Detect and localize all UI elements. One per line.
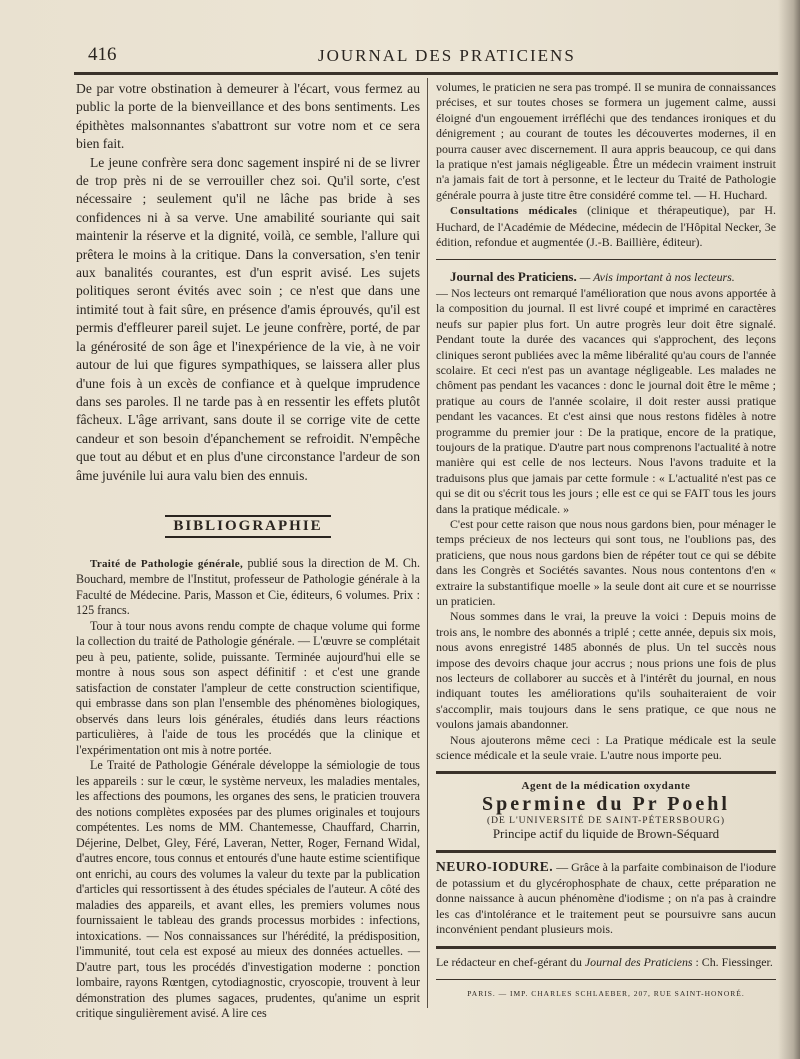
footer-rule xyxy=(436,979,776,980)
bibliographie-heading-text: BIBLIOGRAPHIE xyxy=(165,515,330,538)
page-header xyxy=(88,40,778,70)
advert-text: — Grâce à la parfaite combinaison de l'iodure de potassium et du glycérophosphate de chaux, cette préparation ne donne naissance à aucun phénomène d'iodisme ; on n'a pas à craindre les cas d'intolérance et le traitement peut se poursuivre sans aucun inconvénient pendant plusieurs mois. xyxy=(436,860,776,937)
printer-imprint: PARIS. — IMP. CHARLES SCHLAEBER, 207, RUE SAINT-HONORÉ. xyxy=(467,988,745,998)
column-divider xyxy=(427,78,428,1008)
section-rule xyxy=(436,259,776,260)
paragraph: De par votre obstination à demeurer à l'écart, vous fermez au public la porte de la bienveillance et des bons sentiments. Les épithètes malsonnantes s'abattront sur votre nom et ce sera bien fait. xyxy=(76,81,420,152)
advert-agent: Agent de la médication oxydante xyxy=(521,780,691,793)
journal-running-title: JOURNAL DES PRATICIENS xyxy=(318,46,576,65)
notice-subtitle: — Avis important à nos lecteurs. xyxy=(579,270,735,285)
editor-label: Le rédacteur en chef-gérant du xyxy=(436,954,585,969)
book-details: (clinique et thérapeutique), par H. Huchard, de l'Académie de Médecine, médecin de l'Hôpital Necker, 3e édition, refondue et augmentée (J.-B. Baillière, éditeur). xyxy=(436,203,776,250)
paragraph: Le Traité de Pathologie Générale développe la sémiologie de tous les appareils : sur le cœur, le système nerveux, les maladies mentales, les affections des poumons, les organes des sens, le praticien trouvera des notions complètes exposées par des plumes originales et toujours compétentes. Les noms de MM. Chantemesse, Chauffard, Charrin, Déjerine, Delbet, Gley, Féré, Laveran, Netter, Roger, Fernand Widal, d'autres encore, tous connus et entourés d'une haute estime scientifique ont enrichi, au cours des volumes la valeur du texte par la publication d'articles qui ressortissent à des études spéciales de l'auteur. A côté des maladies des appareils, et avant elles, les premiers volumes nous fournissaient le tableau des grands processus morbides : infections, intoxications. — Nos connaissances sur l'hérédité, la prédisposition, l'immunité, tout cela est exposé au mieux des données actuelles. — D'autre part, tous les procédés d'investigation moderne : ponction lombaire, rayons Rœntgen, cytodiagnostic, cryoscopie, trouvent à leur démonstration des plumes sagaces, prudentes, qu'anime un esprit critique singulièrement avisé. A lire ces xyxy=(76,758,420,1021)
book-entry-traite xyxy=(76,556,420,619)
paragraph: Tour à tour nous avons rendu compte de chaque volume qui forme la collection du traité de Pathologie générale. — L'œuvre se complétait peu à peu, patiente, solide, puissante. Terminée aujourd'hui elle se montre à nous sous son aspect définitif : et c'est une grande satisfaction de constater l'ampleur de cette construction scientifique, qui embrasse dans son plan l'ensemble des phénomènes biologiques, observés dans leurs lois générales, étudiés dans leurs réactions particulières, à l'aide de tous les procédés que la clinique et l'expérimentation ont mis à notre portée. xyxy=(76,618,420,757)
notice-heading xyxy=(436,269,776,285)
book-entry-consultations xyxy=(436,203,776,250)
paragraph: Nous ajouterons même ceci : La Pratique médicale est la seule science médicale et la seule vraie. L'autre nous importe peu. xyxy=(436,732,776,763)
header-rule xyxy=(74,72,778,75)
page-edge-shadow xyxy=(778,0,800,1059)
left-column xyxy=(76,80,420,1022)
paragraph: Le jeune confrère sera donc sagement inspiré ni de se livrer de trop près ni de se verrouiller chez soi. Qu'il sorte, c'est nécessaire ; seulement qu'il ne lâche pas bride à ses confidences ni à sa verve. Une amabilité souriante qui sait maintenir la réserve et la dignité, voilà, ce semble, l'allure qui prêtera le moins à la critique. Dans la conversation, s'en tenir aux banalités courantes, est d'un esprit avisé. Les sujets politiques seront évités avec soin ; ce n'est que dans une intimité tout à fait sûre, en présence d'amis éprouvés, qu'il est permis d'effleurer pareil sujet. Le jeune confrère, porté, de par la générosité de son âge et l'inexpérience de la vie, à ne voir autour de lui que figures sympathiques, se laissera aller plus d'une fois à un excès de confiance et à quelque imprudence dans ses paroles. Il ne tarde pas à en ressentir les effets plutôt fâcheux. L'âge arrivant, sans doute il se corrige vite de cette candeur et son besoin d'épanchement se refroidit. N'empêche que tout au début et en plus d'une circonstance l'ardeur de son âme juvénile lui aura valu bien des ennuis. xyxy=(76,154,420,483)
advert-university: (DE L'UNIVERSITÉ DE SAINT-PÉTERSBOURG) xyxy=(486,816,726,827)
advert-rule xyxy=(436,850,776,853)
right-column xyxy=(436,80,776,998)
editor-line xyxy=(436,955,776,970)
advert-product-name: NEURO-IODURE. xyxy=(436,859,554,875)
section-heading-bibliographie xyxy=(76,515,420,538)
book-details: publié sous la direction de M. Ch. Bouchard, membre de l'Institut, professeur de Pathologie générale à la Faculté de Médecine. Paris, Masson et Cie, éditeurs, 6 volumes. Prix : 125 francs. xyxy=(76,555,420,618)
editor-journal: Journal des Praticiens xyxy=(584,954,693,969)
advert-product-name: Spermine du Pr Poehl xyxy=(482,793,730,816)
book-title: Traité de Pathologie générale, xyxy=(90,557,244,570)
advert-principle: Principe actif du liquide de Brown-Séquard xyxy=(492,826,720,842)
page-number: 416 xyxy=(88,44,117,65)
editor-name: : Ch. Fiessinger. xyxy=(692,954,773,969)
paragraph: — Nos lecteurs ont remarqué l'amélioration que nous avons apportée à la composition du journal. Il est livré coupé et imprimé en caractères neufs sur papier plus fort. Un autre progrès leur doit être signalé. Pendant toute la durée des vacances qui s'approchent, des leçons cliniques seront publiées avec la même libéralité qu'au cours de l'année scolaire. Et ceci n'est pas un avantage négligeable. Les malades ne chôment pas pendant les vacances : donc le journal doit être le même ; pratique au cours de l'année scolaire, il doit rester aussi pratique pendant les vacances. Et c'est ainsi que nous restons fidèles à notre programme du premier jour : De la pratique, encore de la pratique, toujours de la pratique. D'autre part nous comprenons l'actualité à notre manière qui est celle de nos lecteurs. Nous l'avons traduite et la traduisons plus que jamais par cette formule : « L'actualité n'est pas ce qui se dit ou s'écrit tous les jours ; elle est ce qui se FAIT tous les jours dans la pratique médicale. » xyxy=(436,285,776,516)
paragraph: C'est pour cette raison que nous nous gardons bien, pour ménager le temps précieux de nos lecteurs qui sont tous, ne l'oublions pas, des praticiens, que nous nous gardons bien de répéter tout ce qui se débite dans les Congrès et Sociétés savantes. Nous nous contentons d'en « extraire la substantifique moelle » la seule dont ait cure et se nourrisse un praticien. xyxy=(436,516,776,608)
footer-rule xyxy=(436,946,776,949)
spermine-advert xyxy=(436,780,776,842)
paragraph: Nous sommes dans le vrai, la preuve la voici : Depuis moins de trois ans, le nombre des abonnés a triplé ; cette année, depuis six mois, nous avons enregistré 1485 abonnés de plus. Un tel succès nous impose des devoirs chaque jour accrus ; nous prions une fois de plus nos lecteurs de collaborer au succès et à l'intérêt du journal, en nous indiquant toutes les améliorations qu'ils souhaiteraient de voir s'accomplir, mais toujours dans le sens pratique, ce que nous ne voulons jamais abandonner. xyxy=(436,609,776,732)
advert-rule xyxy=(436,771,776,774)
neuro-iodure-advert xyxy=(436,859,776,937)
book-title: Consultations médicales xyxy=(450,205,578,218)
notice-title: Journal des Praticiens. xyxy=(450,269,577,285)
paragraph: volumes, le praticien ne sera pas trompé. Il se munira de connaissances précises, et sur toutes choses se formera un jugement calme, aussi éloigné d'un engouement irréfléchi que des tendances ironiques et du dénigrement ; au courant de toutes les découvertes modernes, il en pourra causer avec discernement. Il aura appris beaucoup, ce qui dans la pratique n'est jamais négligeable. Être un médecin vraiment instruit n'a jamais fait de tort à personne, et le lecteur du Traité de Pathologie générale pourra à juste titre être considéré comme tel. — H. Huchard. xyxy=(436,80,776,202)
